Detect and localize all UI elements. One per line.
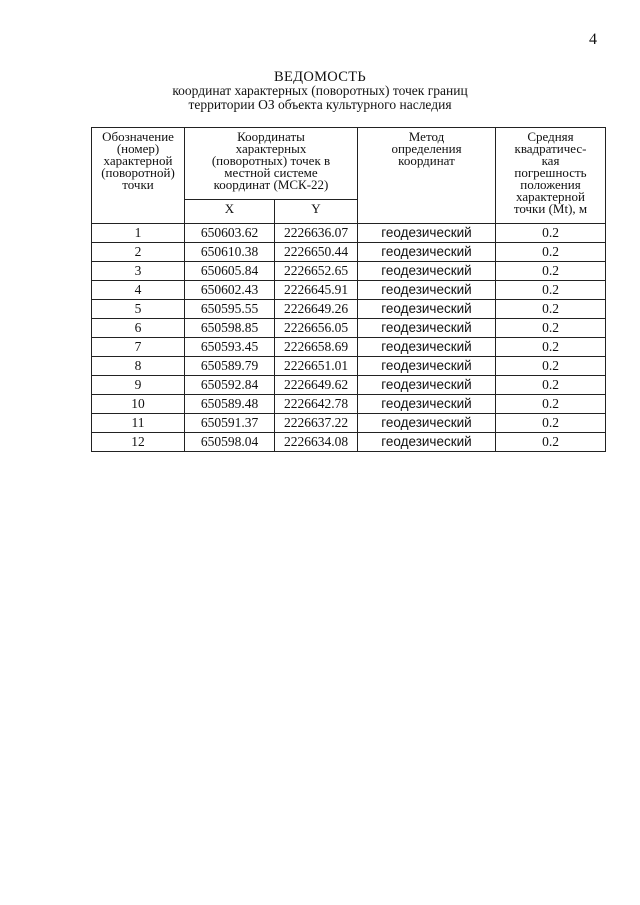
cell-point-number: 12	[92, 433, 185, 452]
cell-accuracy: 0.2	[496, 243, 606, 262]
cell-y: 2226645.91	[275, 281, 358, 300]
cell-method: геодезический	[358, 357, 496, 376]
header-accuracy-line: точки (Mt), м	[513, 201, 588, 216]
cell-accuracy: 0.2	[496, 433, 606, 452]
header-point-line: (поворотной)	[101, 165, 175, 180]
title-line-2: территории ОЗ объекта культурного наследия	[188, 97, 452, 112]
cell-method: геодезический	[358, 300, 496, 319]
cell-point-number: 1	[92, 224, 185, 243]
table-row	[92, 395, 606, 414]
cell-method: геодезический	[358, 395, 496, 414]
header-accuracy-line: характерной	[516, 189, 585, 204]
table-row	[92, 300, 606, 319]
cell-x: 650598.04	[185, 433, 275, 452]
cell-point-number: 9	[92, 376, 185, 395]
header-accuracy	[496, 128, 606, 224]
cell-accuracy: 0.2	[496, 414, 606, 433]
cell-x: 650603.62	[185, 224, 275, 243]
cell-x: 650591.37	[185, 414, 275, 433]
cell-method: геодезический	[358, 338, 496, 357]
cell-y: 2226650.44	[275, 243, 358, 262]
cell-accuracy: 0.2	[496, 300, 606, 319]
cell-accuracy: 0.2	[496, 376, 606, 395]
cell-x: 650595.55	[185, 300, 275, 319]
header-coordinates-line: координат (МСК-22)	[213, 177, 329, 192]
cell-accuracy: 0.2	[496, 338, 606, 357]
header-coordinates-line: (поворотных) точек в	[211, 153, 331, 168]
cell-x: 650598.85	[185, 319, 275, 338]
table-row	[92, 262, 606, 281]
header-method-line: Метод	[408, 129, 445, 144]
header-y: Y	[275, 200, 358, 224]
cell-point-number: 6	[92, 319, 185, 338]
cell-y: 2226649.26	[275, 300, 358, 319]
cell-accuracy: 0.2	[496, 319, 606, 338]
title-line-1: координат характерных (поворотных) точек границ	[172, 83, 468, 98]
cell-y: 2226634.08	[275, 433, 358, 452]
cell-method: геодезический	[358, 243, 496, 262]
header-method	[358, 128, 496, 224]
cell-y: 2226649.62	[275, 376, 358, 395]
header-accuracy-line: положения	[520, 177, 581, 192]
header-accuracy-line: Средняя	[527, 129, 574, 144]
cell-accuracy: 0.2	[496, 281, 606, 300]
cell-accuracy: 0.2	[496, 224, 606, 243]
table-row	[92, 319, 606, 338]
table-row	[92, 224, 606, 243]
cell-x: 650610.38	[185, 243, 275, 262]
header-coordinates-line: Координаты	[237, 129, 305, 144]
header-x: X	[185, 200, 275, 224]
cell-method: геодезический	[358, 224, 496, 243]
cell-y: 2226652.65	[275, 262, 358, 281]
cell-method: геодезический	[358, 262, 496, 281]
header-accuracy-line: квадратичес-	[514, 141, 587, 156]
header-accuracy-line: погрешность	[514, 165, 587, 180]
coordinates-table	[91, 127, 606, 452]
cell-accuracy: 0.2	[496, 357, 606, 376]
cell-y: 2226637.22	[275, 414, 358, 433]
table-row	[92, 376, 606, 395]
cell-point-number: 7	[92, 338, 185, 357]
cell-point-number: 8	[92, 357, 185, 376]
cell-accuracy: 0.2	[496, 395, 606, 414]
table-row	[92, 338, 606, 357]
cell-x: 650589.48	[185, 395, 275, 414]
table-row	[92, 243, 606, 262]
cell-method: геодезический	[358, 433, 496, 452]
cell-point-number: 2	[92, 243, 185, 262]
header-point-line: характерной	[103, 153, 173, 168]
page-number: 4	[589, 31, 597, 48]
cell-y: 2226658.69	[275, 338, 358, 357]
header-method-line: определения	[391, 141, 462, 156]
cell-y: 2226636.07	[275, 224, 358, 243]
table-row	[92, 281, 606, 300]
cell-x: 650602.43	[185, 281, 275, 300]
cell-y: 2226651.01	[275, 357, 358, 376]
cell-method: геодезический	[358, 319, 496, 338]
cell-x: 650593.45	[185, 338, 275, 357]
cell-point-number: 4	[92, 281, 185, 300]
cell-point-number: 3	[92, 262, 185, 281]
document-title	[0, 70, 640, 112]
header-coordinates-line: характерных	[235, 141, 307, 156]
cell-y: 2226656.05	[275, 319, 358, 338]
header-point-line: точки	[122, 177, 154, 192]
header-point	[92, 128, 185, 224]
cell-method: геодезический	[358, 414, 496, 433]
cell-method: геодезический	[358, 376, 496, 395]
table-row	[92, 433, 606, 452]
header-point-line: Обозначение	[102, 129, 174, 144]
header-coordinates	[185, 128, 358, 200]
cell-x: 650605.84	[185, 262, 275, 281]
cell-accuracy: 0.2	[496, 262, 606, 281]
cell-method: геодезический	[358, 281, 496, 300]
table-row	[92, 414, 606, 433]
header-point-line: (номер)	[116, 141, 160, 156]
cell-point-number: 5	[92, 300, 185, 319]
cell-point-number: 10	[92, 395, 185, 414]
cell-x: 650589.79	[185, 357, 275, 376]
header-accuracy-line: кая	[541, 153, 560, 168]
cell-point-number: 11	[92, 414, 185, 433]
header-coordinates-line: местной системе	[224, 165, 318, 180]
cell-y: 2226642.78	[275, 395, 358, 414]
header-method-line: координат	[398, 153, 455, 168]
cell-x: 650592.84	[185, 376, 275, 395]
title-main: ВЕДОМОСТЬ	[274, 69, 366, 85]
table-row	[92, 357, 606, 376]
